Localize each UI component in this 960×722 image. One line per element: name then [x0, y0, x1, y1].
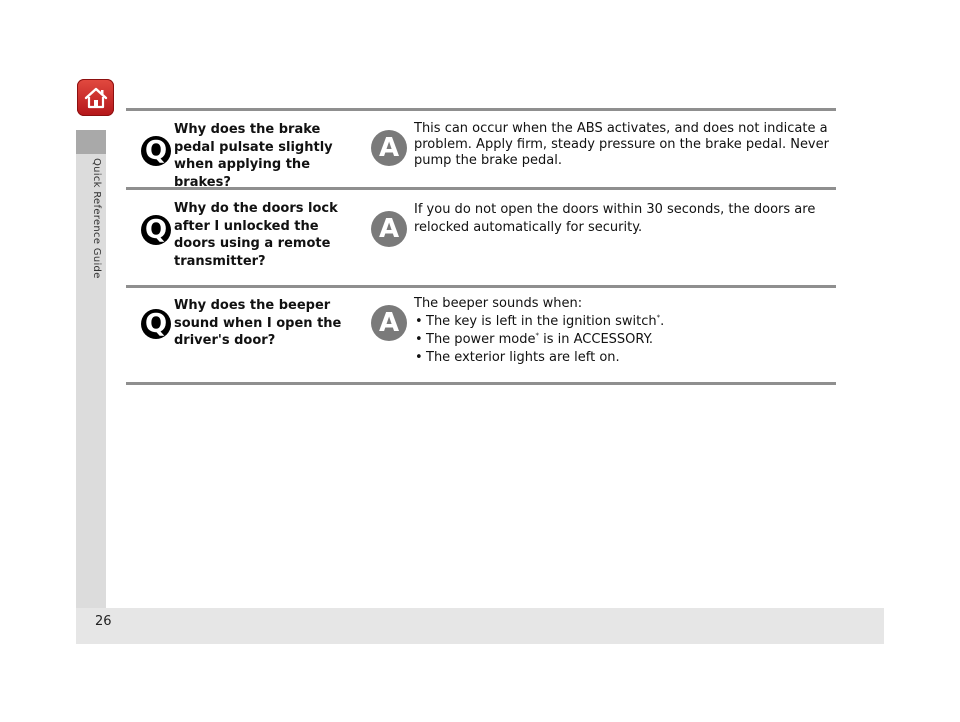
footnote-mark: *	[656, 313, 661, 322]
question-text: Why do the doors lock after I unlocked the doors using a remote transmitter?	[174, 201, 338, 269]
sidebar-tab	[76, 130, 106, 154]
question-badge: Q	[141, 215, 171, 245]
question-badge: Q	[141, 136, 171, 166]
question-text: Why does the beeper sound when I open the driver's door?	[174, 298, 342, 348]
question-badge: Q	[141, 309, 171, 339]
answer-intro: The beeper sounds when:	[414, 296, 583, 311]
home-button[interactable]	[77, 79, 114, 116]
answer-badge: A	[371, 305, 407, 341]
footnote-mark: *	[535, 331, 539, 340]
divider	[126, 382, 836, 385]
answer-badge: A	[371, 130, 407, 166]
list-item: • The key is left in the ignition switch*.	[414, 313, 834, 331]
page-number: 26	[95, 614, 112, 629]
sidebar-label: Quick Reference Guide	[91, 158, 102, 279]
bullet-list	[414, 313, 834, 367]
divider	[126, 285, 836, 288]
answer-text: This can occur when the ABS activates, and does not indicate a problem. Apply firm, steady pressure on the brake pedal. Never pump the brake pedal.	[414, 121, 829, 168]
list-item: • The exterior lights are left on.	[414, 349, 834, 367]
answer-badge: A	[371, 211, 407, 247]
divider	[126, 108, 836, 111]
home-icon	[83, 86, 109, 110]
footer-bar	[76, 608, 884, 644]
answer-text: If you do not open the doors within 30 seconds, the doors are relocked automatically for security.	[414, 202, 816, 235]
question-text: Why does the brake pedal pulsate slightly when applying the brakes?	[174, 122, 333, 190]
list-item: • The power mode* is in ACCESSORY.	[414, 331, 834, 349]
answer-block	[414, 296, 834, 367]
